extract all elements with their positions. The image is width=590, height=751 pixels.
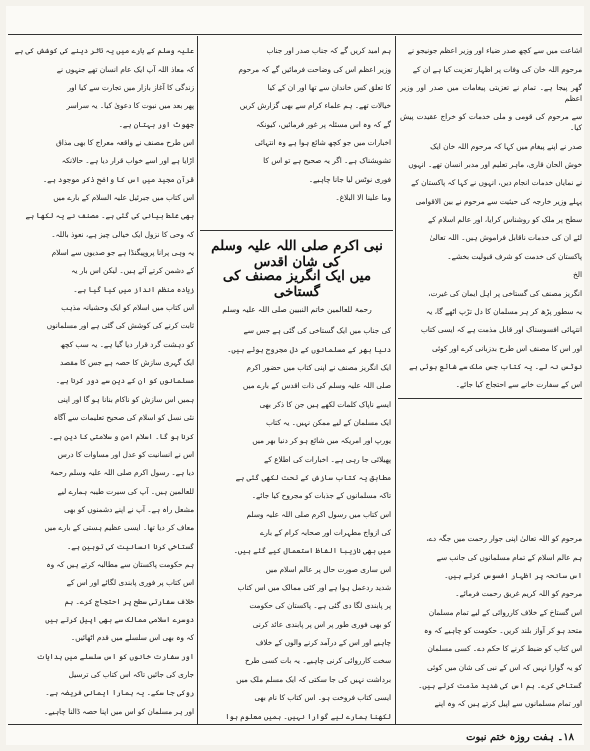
headline-subtitle: رحمۃ للعالمین خاتم النبیین صلی اللہ علیہ وسلم (222, 305, 372, 314)
text-line: قرآن مجید میں اس کا واضح ذکر موجود ہے۔ (42, 174, 194, 184)
text-line: زیادہ منظم انداز میں کیا گیا ہے۔ (73, 284, 194, 294)
text-line: دنیا بھر کے مسلمانوں کے دل مجروح ہوئے ہیں۔ (227, 344, 391, 354)
headline-rule-top (200, 230, 393, 231)
column-divider-right (395, 36, 396, 724)
text-line: خیالات تھے۔ ہم علماء کرام سے بھی گزارش کریں (239, 101, 391, 111)
text-line: سخت کارروائی کرنی چاہیے۔ یہ بات کسی طرح (244, 656, 391, 666)
text-line: نئی نسل کو اسلام کی صحیح تعلیمات سے آگاہ (53, 413, 194, 423)
text-line: زندگی کا آغاز بازار میں تجارت سے کیا اور (67, 82, 194, 92)
text-line: مطابق یہ کتاب سازش کے تحت لکھی گئی ہے (235, 473, 391, 483)
text-line: اس نے انسانیت کو عدل اور مساوات کا درس (57, 449, 194, 459)
text-line: میں بھی نازیبا الفاظ استعمال کیے گئے ہیں۔ (233, 546, 391, 556)
text-line: اس طرح مصنف نے واقعہ معراج کا بھی مذاق (56, 138, 194, 148)
text-line: ایک گہری سازش کا حصہ ہے جس کا مقصد (59, 358, 194, 368)
headline-line-1: نبی اکرم صلی اللہ علیہ وسلم کی شان اقدس (211, 238, 383, 270)
text-line: اس کتاب میں اسلام کو ایک وحشیانہ مذہب (61, 303, 194, 313)
text-line: کی ازواج مطہرات اور صحابہ کرام کے بارے (259, 528, 391, 538)
text-line: کو دہشت گرد قرار دیا گیا ہے۔ یہ سب کچھ (60, 339, 194, 349)
text-line: لکھنا ہمارے لیے گوارا نہیں۔ ہمیں معلوم ہوا (225, 711, 391, 721)
text-line: صلی اللہ علیہ وسلم کی ذات اقدس کے بارے میں (242, 381, 391, 391)
page-footer: ۱۸۔ ہفت روزہ ختم نبوت (466, 732, 574, 743)
text-line: شدید ردعمل ہوا ہے اور کئی ممالک میں اس کتاب (237, 583, 391, 593)
right-column-separator (398, 398, 582, 399)
text-line: ہم امید کریں گے کہ جناب صدر اور جناب (266, 46, 391, 56)
text-line: کو یہ گوارا نہیں کہ اس کے نبی کی شان میں کوئی (427, 662, 582, 672)
text-line: کرنا ہو گا۔ اسلام امن و سلامتی کا دین ہے۔ (49, 431, 194, 441)
text-line: اس کے سفارت خانے سے احتجاج کیا جائے۔ (455, 380, 582, 390)
text-line: کہ وحی کا نزول ایک خیالی چیز ہے، نعوذ باللہ۔ (51, 229, 194, 239)
text-line: اس کتاب پر فوری پابندی لگائے اور اس کے (66, 578, 194, 588)
text-line: کہ وہ بھی اس سلسلے میں قدم اٹھائیں۔ (70, 633, 194, 643)
text-line: لئے ان کی خدمات ناقابل فراموش ہیں۔ اللہ تعالیٰ (429, 233, 582, 243)
text-line: کو بھی فوری طور پر اس پر پابندی عائد کرنی (252, 619, 391, 629)
text-line: سے مرحوم کی قومی و ملی خدمات کو خراج عقیدت پیش کیا۔ (400, 112, 582, 133)
text-line: مرحوم اللہ خان کی وفات پر اظہار تعزیت کیا ہے ان کے (412, 64, 582, 74)
text-line: کے دشمن کرتے آئے ہیں۔ لیکن اس بار یہ (71, 266, 194, 276)
text-line: اور ہر مسلمان کو اس میں اپنا حصہ ڈالنا چاہیے۔ (43, 706, 194, 716)
text-line: کا تعلق کس خاندان سے تھا اور ان کے کیا (267, 82, 391, 92)
text-line: اس کتاب کو ضبط کرنے کا حکم دے۔ کسی مسلمان (427, 644, 582, 654)
text-line: پھیلائی جا رہی ہے۔ اخبارات کی اطلاع کے (264, 454, 391, 464)
text-line: فوری نوٹس لیا جانا چاہیے۔ (308, 174, 391, 184)
text-line: سطح پر ملک کو روشناس کرایا، اور عالم اسلام کے (428, 215, 582, 225)
text-line: اور تمام مسلمانوں سے اپیل کرتے ہیں کہ وہ اپنے (434, 699, 582, 709)
bottom-rule (8, 724, 582, 725)
text-line: دیا ہے۔ رسول اکرم صلی اللہ علیہ وسلم رحمۃ (50, 468, 194, 478)
text-line: اس گستاخ کے خلاف کارروائی کے لیے تمام مسلمان (428, 607, 582, 617)
text-line: ہم حکومت پاکستان سے مطالبہ کرتے ہیں کہ وہ (46, 559, 194, 569)
text-line: تاکہ مسلمانوں کے جذبات کو مجروح کیا جائے۔ (251, 491, 391, 501)
text-line: اس کتاب میں رسول اکرم صلی اللہ علیہ وسلم (246, 509, 391, 519)
text-line: اڑایا ہے اور اسے خواب قرار دیا ہے۔ حالانکہ (61, 156, 194, 166)
text-line: مسلمانوں کو ان کے دین سے دور کرنا ہے۔ (55, 376, 194, 386)
text-line: خوش الحان قاری، ماہر تعلیم اور مدبر انسان تھے۔ انہوں (408, 160, 582, 170)
text-line: گستاخی کرے۔ ہم اس کی شدید مذمت کرتے ہیں۔ (418, 681, 582, 691)
text-line: اس کتاب میں جبرئیل علیہ السلام کے بارے میں (53, 193, 194, 203)
text-line: کہ معاذ اللہ آپ ایک عام انسان تھے جنہوں نے (56, 64, 194, 74)
headline-line-2: میں ایک انگریز مصنف کی گستاخی (222, 268, 372, 300)
text-line: اور سفارت خانوں کو اس سلسلے میں ہدایات (36, 651, 194, 661)
text-line: دوسرے اسلامی ممالک سے بھی اپیل کرتے ہیں (45, 614, 194, 624)
text-line: اخبارات میں جو کچھ شائع ہوا ہے وہ انتہائی (254, 138, 391, 148)
text-line: یہ سطور پڑھ کر ہر مسلمان کا دل تڑپ اٹھے گا، یہ (425, 306, 582, 316)
text-line: گھر پیجا ہے۔ تمام نے تعزیتی پیغامات میں صدر اور وزیر اعظم (400, 82, 582, 104)
text-line: گے کہ وہ اس مسئلہ پر غور فرمائیں، کیونکہ (256, 119, 391, 129)
text-line: جاری کی جائیں تاکہ اس کتاب کی ترسیل (68, 669, 194, 679)
text-line: مرحوم کو اللہ تعالیٰ اپنی جوار رحمت میں جگہ دے، (426, 534, 582, 544)
text-line: چاہیے اور اس کے درآمد کرنے والوں کے خلاف (255, 638, 391, 648)
text-line: متحد ہو کر آواز بلند کریں۔ حکومت کو چاہیے کہ وہ (424, 626, 582, 636)
top-rule (8, 34, 582, 35)
text-line: ایک انگریز مصنف نے اپنی کتاب میں حضور اکرم (246, 362, 391, 372)
text-line: ایسے ناپاک کلمات لکھے ہیں جن کا ذکر بھی (259, 399, 391, 409)
text-line: صدر نے اپنے پیغام میں کہا کہ مرحوم اللہ خان ایک (430, 141, 582, 151)
text-line: پاکستان کی خدمت کو شرف قبولیت بخشے۔ (447, 251, 582, 261)
text-line: برداشت نہیں کی جا سکتی کہ ایک مسلم ملک میں (236, 674, 391, 684)
middle-column-top (203, 38, 391, 226)
text-line: یورپ اور امریکہ میں شائع ہو کر دنیا بھر میں (252, 436, 391, 446)
text-line: بھی غلط بیانی کی گئی ہے۔ مصنف نے یہ لکھا ہے (25, 211, 194, 221)
text-line: ایک مسلمان کے لیے ممکن نہیں۔ یہ کتاب (265, 418, 391, 428)
text-line: روکی جا سکے۔ یہ ہمارا ایمانی فریضہ ہے۔ (45, 688, 194, 698)
text-line: وزیر اعظم اس کی وضاحت فرمائیں گے کہ مرحوم (238, 64, 391, 74)
text-line: گستاخی کرنا انسانیت کی توہین ہے۔ (66, 541, 194, 551)
text-line: اور اس کا مصنف اس طرح بدزبانی کرے اور کوئی (431, 343, 582, 353)
text-line: مرحوم کو اللہ کریم غریق رحمت فرمائے۔ (455, 589, 582, 599)
text-line: انتہائی افسوسناک اور قابل مذمت ہے کہ ایسی کتاب (420, 325, 582, 335)
text-line: ثابت کرنے کی کوشش کی گئی ہے اور مسلمانوں (46, 321, 194, 331)
text-line: جھوٹ اور بہتان ہے۔ (118, 119, 194, 129)
text-line: معاف کر دیا تھا۔ ایسی عظیم ہستی کے بارے میں (44, 523, 194, 533)
text-line: انگریز مصنف کی گستاخی پر اہل ایمان کی غیرت، (428, 288, 582, 298)
text-line: اس ساری صورت حال پر عالم اسلام میں (265, 564, 391, 574)
text-line: پھر بعد میں نبوت کا دعویٰ کیا۔ یہ سراسر (66, 101, 194, 111)
left-column-body (12, 38, 194, 722)
text-line: نے نمایاں خدمات انجام دیں، انہوں نے کہا کہ پاکستان کے (411, 178, 582, 188)
text-line: یہ وہی پرانا پروپیگنڈا ہے جو صدیوں سے اسلام (51, 248, 194, 258)
text-line: خلاف سفارتی سطح پر احتجاج کرے۔ ہم (64, 596, 194, 606)
text-line: اس سانحہ پر اظہار افسوس کرتے ہیں۔ (444, 570, 582, 580)
text-line: پہلے وزیر خارجہ کی حیثیت سے مرحوم نے بین الاقوامی (415, 196, 582, 206)
text-line: للعالمین ہیں۔ آپ کی سیرت طیبہ ہمارے لیے (57, 486, 194, 496)
text-line: ایسی کتاب فروخت ہو۔ اس کتاب کا نام بھی (254, 693, 391, 703)
text-line: علیہ وسلم کے بارے میں یہ تاثر دینے کی کوشش کی ہے (14, 46, 194, 56)
text-line: ہمیں اس سازش کو ناکام بنانا ہو گا اور اپنی (57, 394, 194, 404)
text-line: نوٹس نہ لے۔ یہ کتاب جس ملک سے شائع ہوئی ہے (409, 361, 582, 371)
newspaper-page (6, 6, 584, 745)
text-line: وما علینا الا البلاغ۔ (335, 193, 391, 203)
text-line: اشاعت میں سے کچھ صدر ضیاء اور وزیر اعظم جونیجو نے (407, 46, 582, 56)
right-column-top (400, 38, 582, 394)
column-divider-left (197, 36, 198, 724)
text-line: ہم عالم اسلام کے تمام مسلمانوں کی جانب سے (436, 552, 582, 562)
text-line: مشعل راہ ہے۔ آپ نے اپنے دشمنوں کو بھی (63, 504, 194, 514)
text-line: الخ (573, 270, 582, 280)
right-column-bottom (400, 526, 582, 716)
text-line: تشویشناک ہے۔ اگر یہ صحیح ہے تو اس کا (263, 156, 391, 166)
middle-column-body (203, 318, 391, 724)
text-line: کی جناب میں ایک گستاخی کی گئی ہے جس سے (243, 326, 391, 336)
text-line: پر پابندی لگا دی گئی ہے۔ پاکستان کی حکومت (249, 601, 391, 611)
